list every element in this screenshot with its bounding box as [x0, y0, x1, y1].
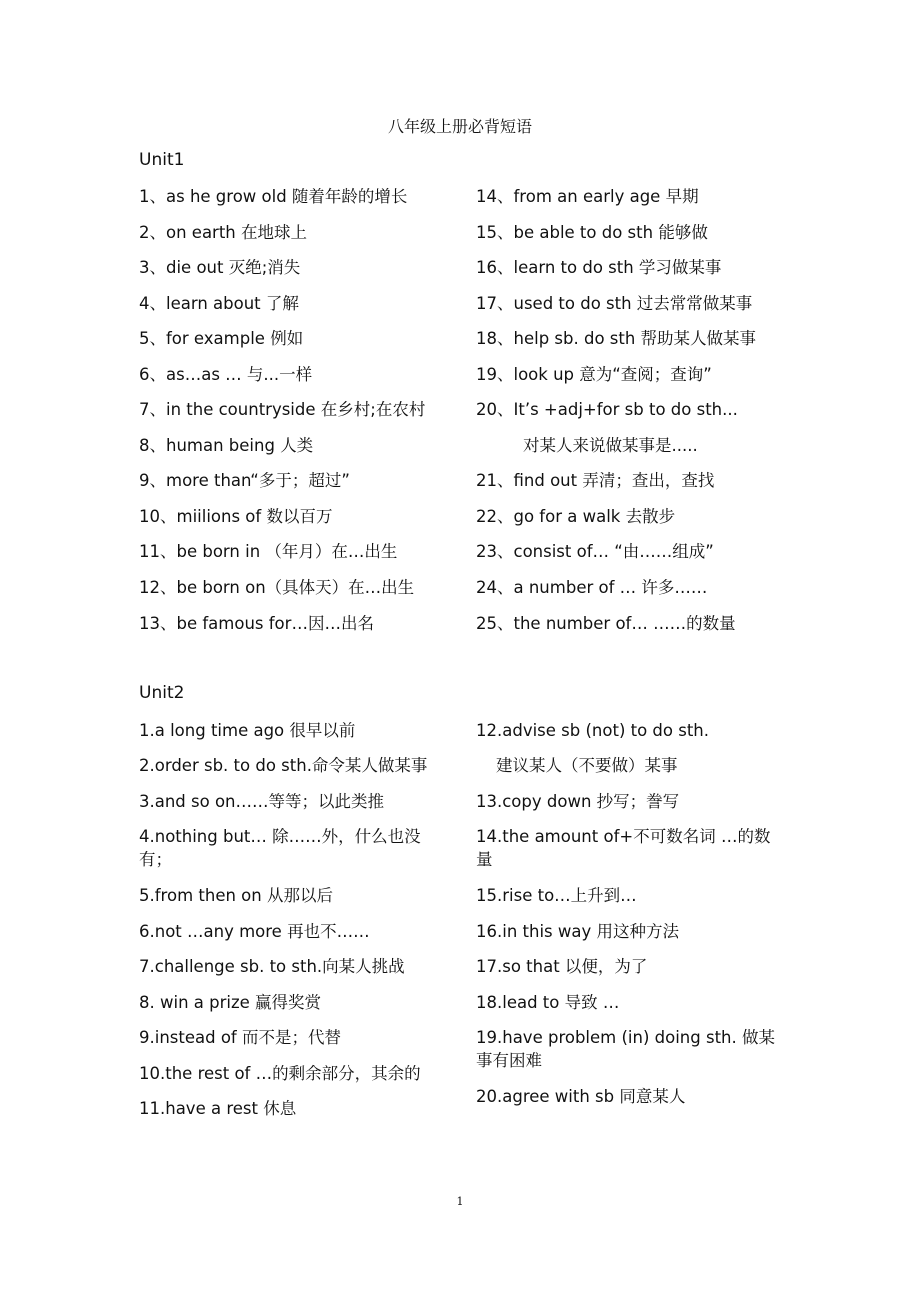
list-item: 22、go for a walk 去散步 [476, 507, 676, 526]
list-item: 15.rise to…上升到… [476, 886, 637, 905]
list-item: 17、used to do sth 过去常常做某事 [476, 294, 753, 313]
list-item: 8. win a prize 赢得奖赏 [139, 993, 322, 1012]
list-item: 13、be famous for…因…出名 [139, 614, 374, 633]
list-item: 9、more than“多于；超过” [139, 471, 350, 490]
list-item: 7、in the countryside 在乡村;在农村 [139, 400, 426, 419]
list-item: 3、die out 灭绝;消失 [139, 258, 301, 277]
list-item: 12、be born on（具体天）在…出生 [139, 578, 415, 597]
list-item: 4、learn about 了解 [139, 294, 299, 313]
list-item: 16.in this way 用这种方法 [476, 922, 679, 941]
list-item: 15、be able to do sth 能够做 [476, 223, 708, 242]
list-item: 6、as…as … 与...一样 [139, 365, 313, 384]
list-item: 8、human being 人类 [139, 436, 314, 455]
unit2-heading: Unit2 [139, 683, 185, 703]
list-item: 3.and so on……等等；以此类推 [139, 792, 385, 811]
list-item: 12.advise sb (not) to do sth. [476, 721, 710, 740]
list-item: 5.from then on 从那以后 [139, 886, 333, 905]
list-item: 1.a long time ago 很早以前 [139, 721, 356, 740]
list-item: 1、as he grow old 随着年龄的增长 [139, 187, 408, 206]
list-item: 23、consist of… “由……组成” [476, 542, 714, 561]
list-item: 11、be born in （年月）在…出生 [139, 542, 398, 561]
list-item: 6.not …any more 再也不…… [139, 922, 370, 941]
list-item: 14、from an early age 早期 [476, 187, 699, 206]
list-item: 18.lead to 导致 … [476, 993, 620, 1012]
list-item: 24、a number of … 许多…… [476, 578, 708, 597]
unit1-heading: Unit1 [139, 150, 185, 170]
list-item: 13.copy down 抄写；誊写 [476, 792, 680, 811]
list-item: 2、on earth 在地球上 [139, 223, 308, 242]
list-item: 10.the rest of …的剩余部分，其余的 [139, 1064, 421, 1083]
list-item: 9.instead of 而不是；代替 [139, 1028, 341, 1047]
list-item: 16、learn to do sth 学习做某事 [476, 258, 722, 277]
list-item: 25、the number of… ……的数量 [476, 614, 736, 633]
list-item: 2.order sb. to do sth.命令某人做某事 [139, 756, 428, 775]
list-item: 7.challenge sb. to sth.向某人挑战 [139, 957, 405, 976]
list-item: 19.have problem (in) doing sth. 做某事有困难 [476, 1028, 775, 1070]
list-item: 20.agree with sb 同意某人 [476, 1087, 686, 1106]
list-item: 17.so that 以便，为了 [476, 957, 648, 976]
list-item: 建议某人（不要做）某事 [496, 756, 678, 775]
list-item: 对某人来说做某事是..... [523, 436, 698, 455]
list-item: 10、miilions of 数以百万 [139, 507, 333, 526]
list-item: 20、It’s +adj+for sb to do sth... [476, 400, 738, 419]
list-item: 5、for example 例如 [139, 329, 304, 348]
list-item: 4.nothing but… 除……外，什么也没有； [139, 827, 421, 869]
list-item: 21、find out 弄清；查出，查找 [476, 471, 715, 490]
list-item: 14.the amount of+不可数名词 …的数量 [476, 827, 771, 869]
list-item: 19、look up 意为“查阅；查询” [476, 365, 712, 384]
list-item: 18、help sb. do sth 帮助某人做某事 [476, 329, 757, 348]
page-number: 1 [456, 1195, 464, 1208]
list-item: 11.have a rest 休息 [139, 1099, 297, 1118]
page-title: 八年级上册必背短语 [387, 117, 532, 136]
